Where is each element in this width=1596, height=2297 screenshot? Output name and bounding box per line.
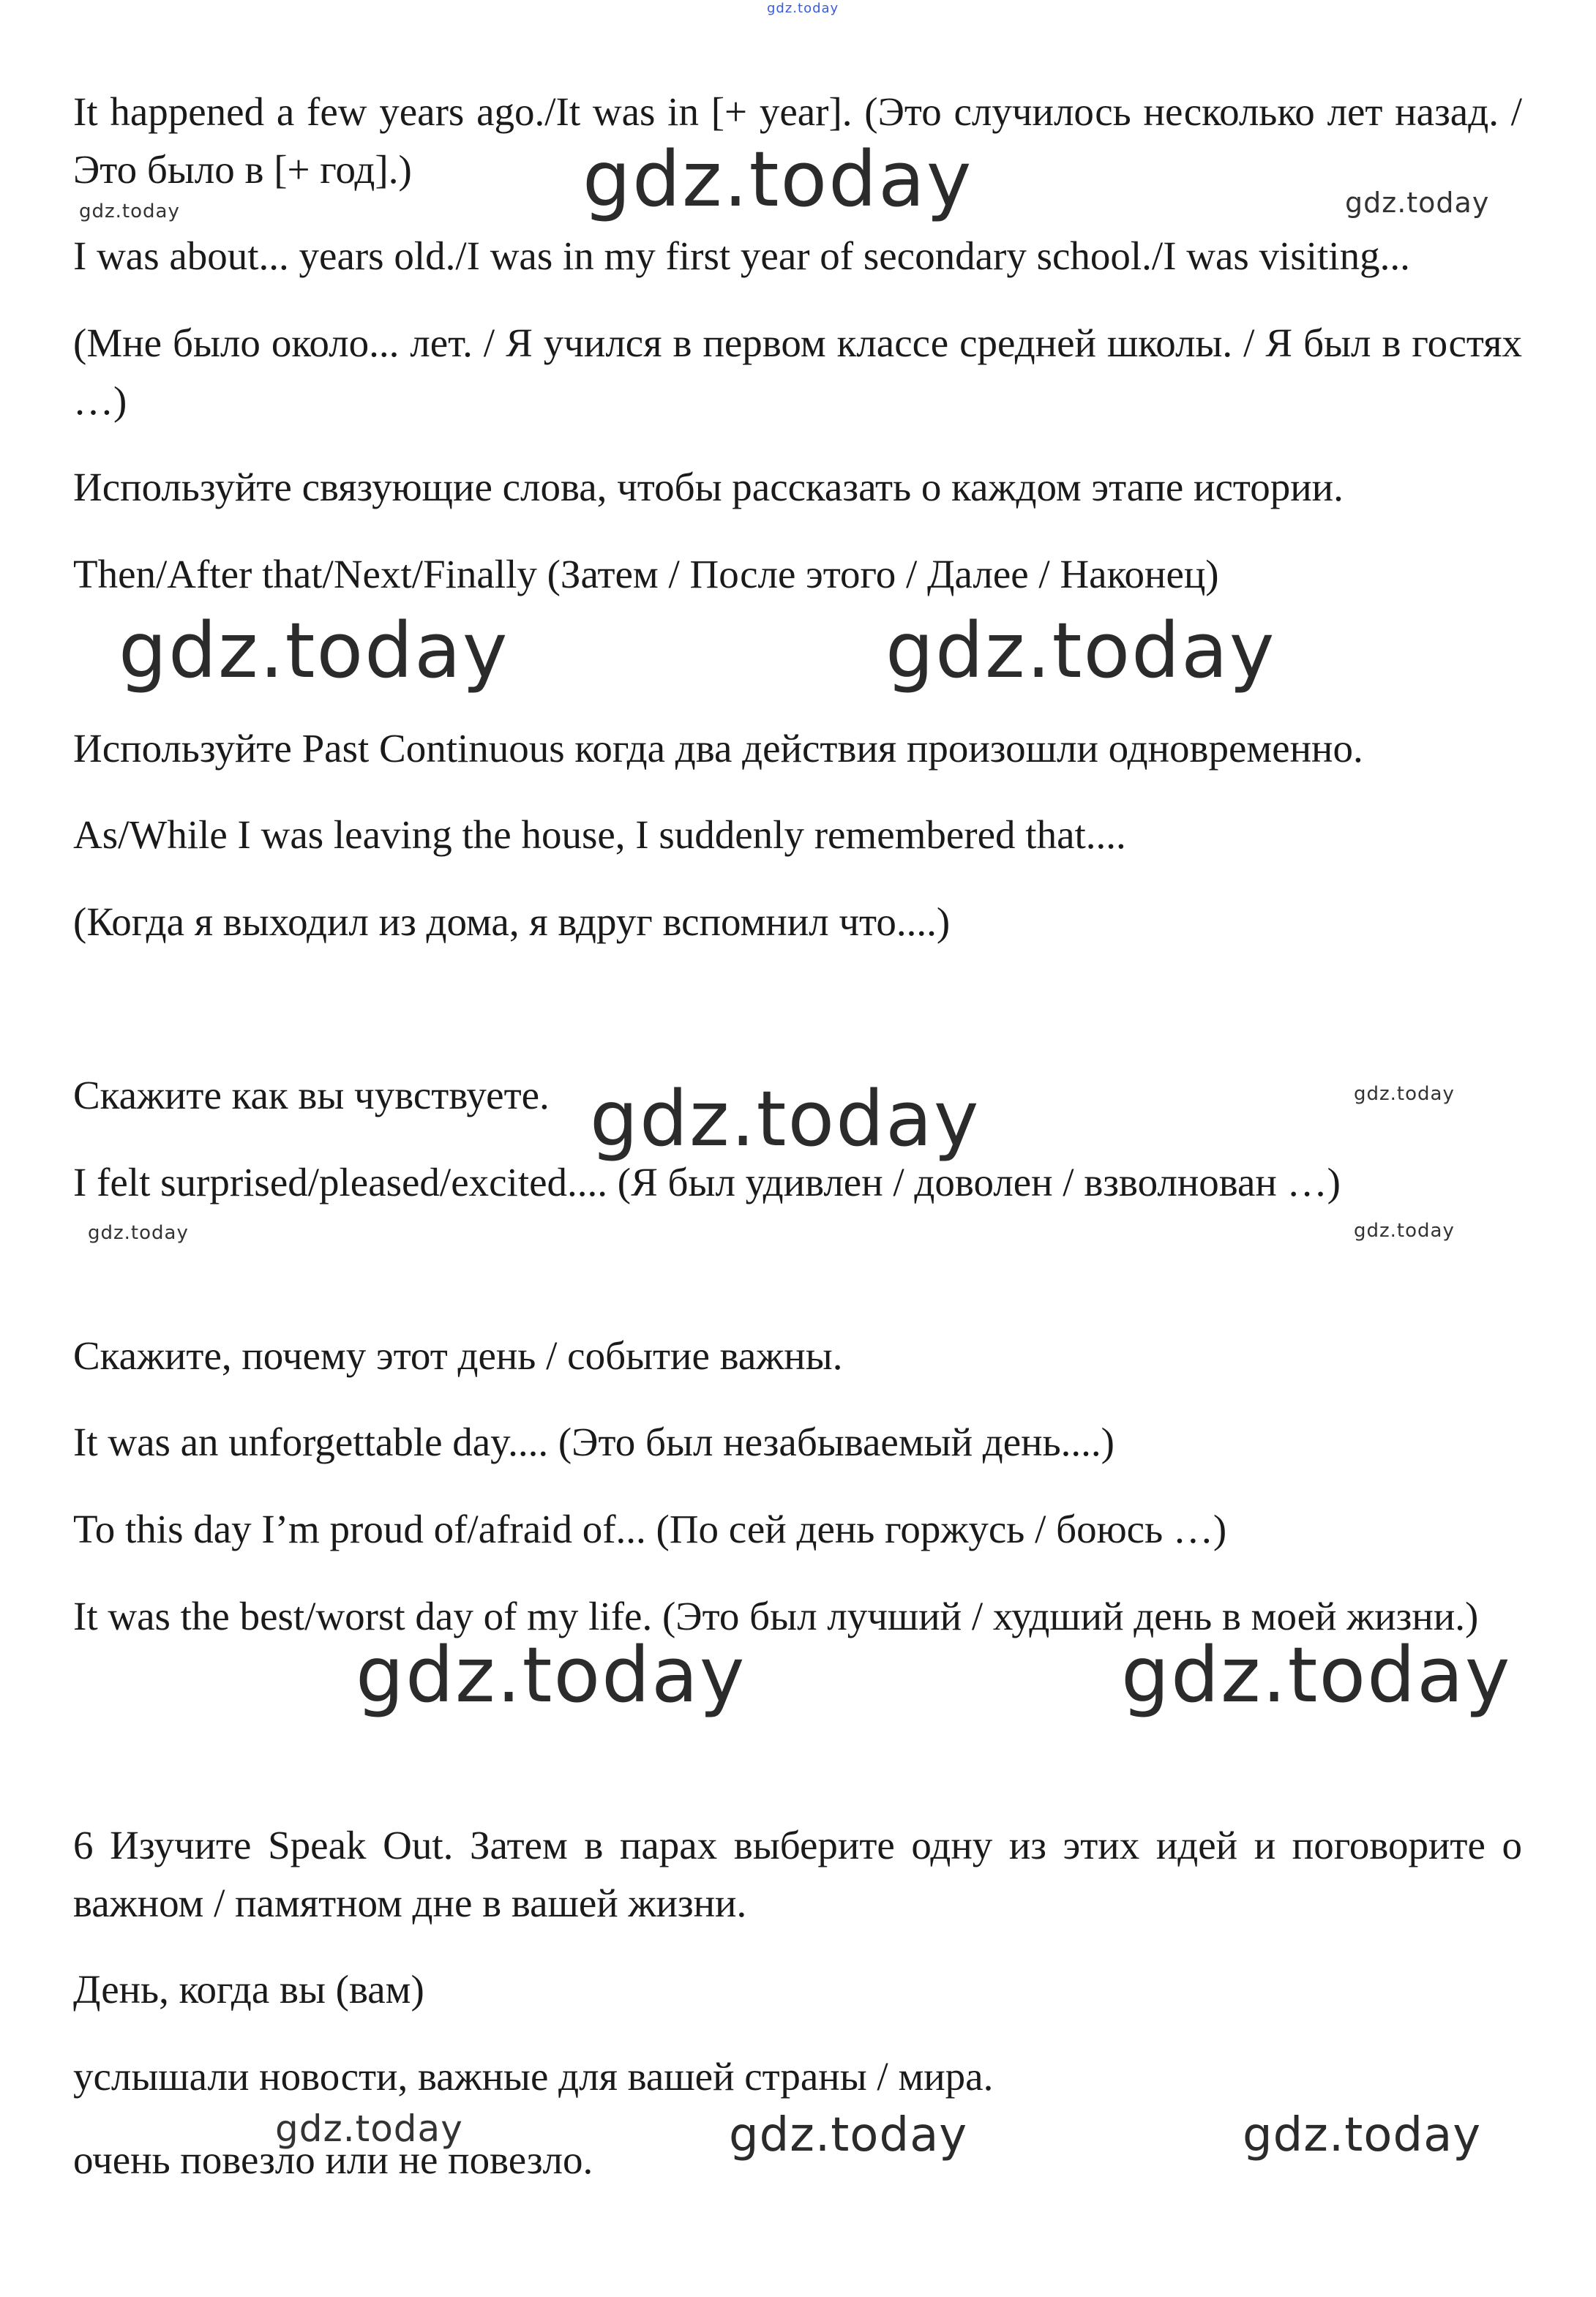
paragraph-1: It happened a few years ago./It was in [+ year]. (Это случилось несколько лет назад. / Это было в [+ год].): [73, 89, 1522, 192]
paragraph-4: Используйте связующие слова, чтобы рассказать о каждом этапе истории.: [73, 465, 1344, 509]
paragraph-16: День, когда вы (вам): [73, 1967, 424, 2012]
paragraph-10: I felt surprised/pleased/excited.... (Я был удивлен / доволен / взволнован …): [73, 1160, 1341, 1204]
watermark-small-2: gdz.today: [1345, 187, 1490, 219]
watermark-large-1: gdz.today: [582, 135, 973, 224]
watermark-large-5: gdz.today: [356, 1630, 746, 1720]
paragraph-5: Then/After that/Next/Finally (Затем / После этого / Далее / Наконец): [73, 552, 1219, 596]
paragraph-8: (Когда я выходил из дома, я вдруг вспомнил что....): [73, 899, 951, 944]
paragraph-12: It was an unforgettable day.... (Это был незабываемый день....): [73, 1420, 1114, 1464]
paragraph-9: Скажите как вы чувствуете.: [73, 1073, 550, 1117]
paragraph-11: Скажите, почему этот день / событие важны.: [73, 1333, 843, 1378]
watermark-large-2: gdz.today: [119, 606, 509, 695]
paragraph-7: As/While I was leaving the house, I suddenly remembered that....: [73, 812, 1126, 857]
paragraph-6: Используйте Past Continuous когда два действия произошли одновременно.: [73, 726, 1363, 771]
paragraph-17: услышали новости, важные для вашей страны / мира.: [73, 2054, 994, 2099]
paragraph-18: очень повезло или не повезло.: [73, 2137, 593, 2182]
watermark-top: gdz.today: [767, 1, 839, 16]
watermark-small-4: gdz.today: [88, 1222, 189, 1244]
watermark-small-1: gdz.today: [79, 201, 180, 222]
watermark-medium-1: gdz.today: [729, 2108, 968, 2162]
watermark-small-3: gdz.today: [1354, 1083, 1455, 1105]
paragraph-15: 6 Изучите Speak Out. Затем в парах выберите одну из этих идей и поговорите о важном / памятном дне в вашей жизни.: [73, 1823, 1522, 1925]
watermark-small-5: gdz.today: [1354, 1220, 1455, 1242]
paragraph-14: It was the best/worst day of my life. (Это был лучший / худший день в моей жизни.): [73, 1594, 1479, 1638]
paragraph-2: I was about... years old./I was in my first year of secondary school./I was visiting...: [73, 233, 1410, 278]
watermark-large-6: gdz.today: [1121, 1630, 1512, 1720]
paragraph-13: To this day I’m proud of/afraid of... (По сей день горжусь / боюсь …): [73, 1507, 1227, 1551]
watermark-large-4: gdz.today: [590, 1074, 981, 1164]
watermark-small-6: gdz.today: [275, 2107, 463, 2150]
watermark-medium-2: gdz.today: [1243, 2108, 1482, 2162]
watermark-large-3: gdz.today: [885, 606, 1276, 695]
paragraph-3: (Мне было около... лет. / Я учился в первом классе средней школы. / Я был в гостях …): [73, 321, 1522, 423]
